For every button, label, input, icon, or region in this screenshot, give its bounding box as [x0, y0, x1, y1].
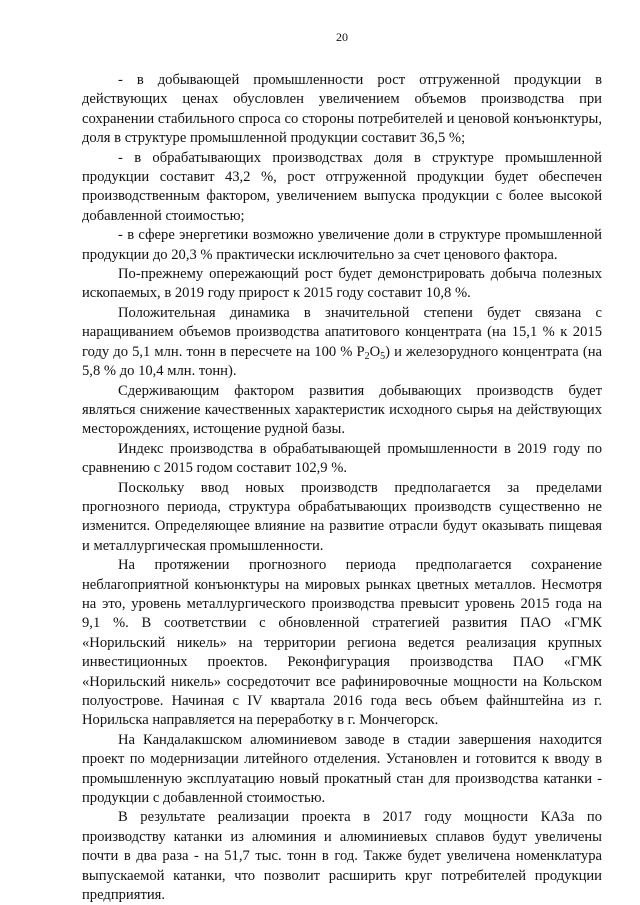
paragraph-new-production: Поскольку ввод новых производств предполагается за пределами прогнозного периода, структура обрабатывающих производств существенно не изменится. Определяющее влияние на развитие отрасли будут оказывать пищевая и металлургическая промышленности. [82, 479, 602, 554]
apatite-text-mid: O [369, 343, 381, 360]
paragraph-extraction-growth: По-прежнему опережающий рост будет демонстрировать добыча полезных ископаемых, в 2019 году прирост к 2015 году составит 10,8 %. [82, 266, 602, 302]
paragraph-apatite-concentrate [82, 304, 602, 382]
paragraph-mining-industry: - в добывающей промышленности рост отгруженной продукции в действующих ценах обусловлен увеличением объемов производства при сохранении стабильного спроса со стороны потребителей и ценовой конъюнктуры, доля в структуре промышленной продукции составит 36,5 %; [82, 72, 602, 147]
paragraph-constraining-factor: Сдерживающим фактором развития добывающих производств будет являться снижение качественных характеристик исходного сырья на действующих месторождениях, истощение рудной базы. [82, 382, 602, 438]
paragraph-manufacturing: - в обрабатывающих производствах доля в структуре промышленной продукции составит 43,2 %, рост отгруженной продукции будет обеспечен производственным фактором, увеличением выпуска продукции с более высокой добавленной стоимостью; [82, 149, 602, 224]
paragraph-production-index: Индекс производства в обрабатывающей промышленности в 2019 году по сравнению с 2015 годом составит 102,9 %. [82, 440, 602, 477]
paragraph-kandalaksha-plant: На Кандалакшском алюминиевом заводе в стадии завершения находится проект по модернизации литейного отделения. Установлен и готовится к вводу в промышленную эксплуатацию новый прокатный стан для производства катанки - продукции с добавленной стоимостью. [82, 731, 602, 807]
body-text [82, 71, 602, 905]
page-number: 20 [336, 30, 348, 44]
subscript-five: 5 [380, 350, 386, 362]
paragraph-metals-market: На протяжении прогнозного периода предполагается сохранение неблагоприятной конъюнктуры на мировых рынках цветных металлов. Несмотря на это, уровень металлургического производства превысит уровень 2015 года на 9,1 %. В соответствии с обновленной стратегией развития ПАО «ГМК «Норильский никель» на территории региона ведется реализация крупных инвестиционных проектов. Реконфигурация производства ПАО «ГМК «Норильский никель» сосредоточит все рафинировочные мощности на Кольском полуострове. Начиная с IV квартала 2016 года весь объем файнштейна из г. Норильска направляется на переработку в г. Мончегорск. [82, 557, 602, 729]
paragraph-kaz-capacity: В результате реализации проекта в 2017 году мощности КАЗа по производству катанки из алюминия и алюминиевых сплавов будут увеличены почти в два раза - на 51,7 тыс. тонн в год. Также будет увеличена номенклатура выпускаемой катанки, что позволит расширить круг потребителей продукции предприятия. [82, 809, 602, 904]
paragraph-energy: - в сфере энергетики возможно увеличение доли в структуре промышленной продукции до 20,3 % практически исключительно за счет ценового фактора. [82, 227, 602, 263]
subscript-two: 2 [364, 350, 370, 362]
apatite-text-after: ) и железорудного концентрата (на 5,8 % до 10,4 млн. тонн). [82, 343, 602, 380]
apatite-text-before: Положительная динамика в значительной степени будет связана с наращиванием объемов производства апатитового концентрата (на 15,1 % к 2015 году до 5,1 млн. тонн в пересчете на 100 % P [82, 304, 602, 360]
